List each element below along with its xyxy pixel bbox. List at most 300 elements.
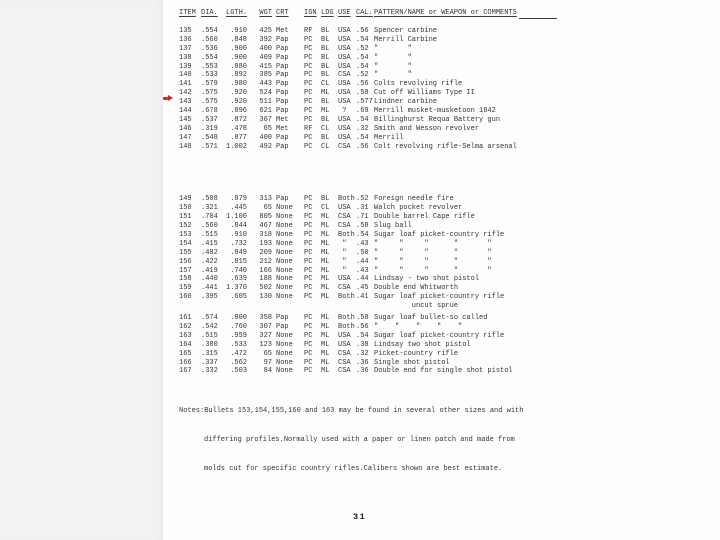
- table-cell: Merrill Carbine: [374, 35, 438, 44]
- table-cell: RF: [304, 27, 313, 35]
- table-cell: Pap: [276, 195, 289, 204]
- table-cell: USA: [338, 124, 351, 133]
- table-cell: .56: [356, 322, 369, 331]
- table-cell: .562: [230, 358, 247, 367]
- table-cell: PC: [304, 284, 313, 293]
- table-cell: PC: [304, 133, 313, 142]
- table-cell: 159: [179, 284, 192, 293]
- table-cell: PC: [304, 107, 313, 116]
- table-cell: PC: [304, 204, 313, 213]
- table-cell: ML: [321, 231, 330, 240]
- table-row: [179, 258, 557, 267]
- scanner-margin: [0, 0, 163, 540]
- table-cell: 140: [179, 71, 192, 80]
- table-cell: USA: [338, 89, 351, 98]
- table-cell: Met: [276, 124, 289, 133]
- table-cell: 358: [259, 314, 272, 323]
- table-row: [179, 231, 557, 240]
- table-row: [179, 359, 557, 368]
- table-cell: .515: [201, 331, 218, 340]
- column-header: WGT: [259, 9, 272, 17]
- table-cell: .537: [201, 115, 218, 124]
- table-cell: 65: [263, 124, 272, 133]
- table-cell: PC: [304, 331, 313, 340]
- table-cell: CL: [321, 204, 330, 213]
- table-cell: Lindner carbine: [374, 98, 438, 107]
- table-cell: .58: [356, 89, 369, 98]
- table-cell: ML: [321, 340, 330, 349]
- table-cell: BL: [321, 115, 330, 124]
- table-cell: RF: [304, 124, 313, 133]
- page-number: 31: [353, 512, 367, 522]
- table-cell: 400: [259, 133, 272, 142]
- table-cell: 136: [179, 35, 192, 44]
- table-cell: 153: [179, 231, 192, 240]
- notes-line: molds cut for specific country rifles.Calibers shown are best estimate.: [204, 465, 503, 474]
- table-cell: .58: [356, 314, 369, 323]
- table-cell: 154: [179, 239, 192, 248]
- table-cell: .52: [356, 71, 369, 80]
- table-cell: USA: [338, 98, 351, 107]
- table-cell: Pap: [276, 142, 289, 151]
- table-cell: None: [276, 213, 293, 222]
- table-cell: " ": [374, 44, 412, 53]
- table-cell: Billinghurst Requa Battery gun: [374, 115, 501, 124]
- table-cell: 392: [259, 35, 272, 44]
- table-cell: .980: [230, 80, 247, 89]
- table-cell: .575: [201, 98, 218, 107]
- table-cell: .54: [356, 115, 369, 124]
- table-row: [179, 284, 557, 293]
- table-cell: .515: [201, 231, 218, 240]
- table-cell: 1.100: [226, 213, 248, 222]
- table-cell: .31: [356, 204, 369, 213]
- table-cell: .44: [356, 257, 369, 266]
- table-cell: [226, 302, 259, 311]
- table-cell: .71: [356, 213, 369, 222]
- table-cell: 492: [259, 142, 272, 151]
- table-cell: 502: [259, 284, 272, 293]
- table-cell: PC: [304, 239, 313, 248]
- table-cell: 367: [259, 115, 272, 124]
- table-cell: .678: [201, 107, 218, 116]
- table-cell: Double end for single shot pistol: [374, 367, 513, 376]
- table-row: [179, 302, 557, 311]
- table-cell: [338, 302, 356, 311]
- table-row: [179, 54, 557, 63]
- table-cell: 166: [179, 358, 192, 367]
- table-cell: .54: [356, 231, 369, 240]
- table-cell: " ": [374, 53, 412, 62]
- table-cell: Pap: [276, 89, 289, 98]
- table-cell: .54: [356, 53, 369, 62]
- table-row: [179, 341, 557, 350]
- table-cell: .41: [356, 293, 369, 302]
- table-cell: [259, 302, 276, 311]
- table-cell: .892: [230, 71, 247, 80]
- column-header: ITEM: [179, 9, 196, 17]
- table-section: [179, 314, 557, 376]
- table-row: [179, 63, 557, 72]
- table-cell: USA: [338, 62, 351, 71]
- table-cell: .472: [230, 349, 247, 358]
- table-cell: BL: [321, 195, 330, 204]
- column-header: LGTH.: [226, 9, 248, 17]
- table-cell: .69: [356, 107, 369, 116]
- table-cell: ": [338, 266, 347, 275]
- table-cell: Pap: [276, 322, 289, 331]
- table-cell: Both: [338, 293, 355, 302]
- table-cell: None: [276, 340, 293, 349]
- table-cell: 65: [263, 204, 272, 213]
- table-cell: ML: [321, 284, 330, 293]
- table-cell: .574: [201, 314, 218, 323]
- table-row: [179, 45, 557, 54]
- table-cell: .533: [201, 71, 218, 80]
- table-cell: USA: [338, 275, 351, 284]
- table-row: [179, 314, 557, 323]
- table-cell: None: [276, 204, 293, 213]
- table-cell: .639: [230, 275, 247, 284]
- table-cell: 156: [179, 257, 192, 266]
- table-cell: 415: [259, 62, 272, 71]
- table-cell: CSA: [338, 222, 351, 231]
- table-cell: ML: [321, 89, 330, 98]
- table-cell: 385: [259, 71, 272, 80]
- table-cell: ML: [321, 331, 330, 340]
- table-cell: Walch pocket revolver: [374, 204, 463, 213]
- table-cell: 425: [259, 27, 272, 35]
- table-cell: .415: [201, 239, 218, 248]
- table-cell: .533: [230, 340, 247, 349]
- table-cell: .38: [356, 340, 369, 349]
- table-cell: 400: [259, 44, 272, 53]
- table-cell: .553: [201, 62, 218, 71]
- table-cell: 161: [179, 314, 192, 323]
- table-cell: .58: [356, 222, 369, 231]
- table-cell: .815: [230, 257, 247, 266]
- table-row: [179, 125, 557, 134]
- table-cell: [276, 302, 304, 311]
- table-cell: .849: [230, 248, 247, 257]
- table-cell: .56: [356, 80, 369, 89]
- table-cell: .910: [230, 231, 247, 240]
- table-cell: PC: [304, 257, 313, 266]
- table-cell: BL: [321, 71, 330, 80]
- table-cell: .554: [201, 53, 218, 62]
- table-cell: .45: [356, 284, 369, 293]
- table-cell: .43: [356, 239, 369, 248]
- table-section: [179, 27, 557, 151]
- table-cell: 313: [259, 195, 272, 204]
- table-cell: USA: [338, 44, 351, 53]
- table-cell: USA: [338, 115, 351, 124]
- table-cell: CSA: [338, 71, 351, 80]
- table-cell: Colts revolving rifle: [374, 80, 463, 89]
- table-cell: Pap: [276, 80, 289, 89]
- table-cell: 148: [179, 142, 192, 151]
- table-cell: Sugar loaf picket-country rifle: [374, 231, 505, 240]
- table-cell: .959: [230, 331, 247, 340]
- table-cell: .43: [356, 266, 369, 275]
- table-cell: Pap: [276, 133, 289, 142]
- table-cell: None: [276, 358, 293, 367]
- table-cell: None: [276, 266, 293, 275]
- table-row: [179, 27, 557, 36]
- table-cell: .848: [230, 35, 247, 44]
- table-cell: Single shot pistol: [374, 358, 450, 367]
- table-row: [179, 249, 557, 258]
- table-cell: ": [338, 248, 347, 257]
- table-cell: PC: [304, 275, 313, 284]
- table-cell: 65: [263, 349, 272, 358]
- table-cell: .877: [230, 133, 247, 142]
- table-cell: .36: [356, 358, 369, 367]
- table-cell: CSA: [338, 213, 351, 222]
- table-cell: .422: [201, 257, 218, 266]
- table-row: [179, 267, 557, 276]
- table-cell: .920: [230, 98, 247, 107]
- table-cell: ": [338, 239, 347, 248]
- table-cell: .44: [356, 275, 369, 284]
- table-cell: 155: [179, 248, 192, 257]
- table-cell: .740: [230, 266, 247, 275]
- table-cell: Pap: [276, 314, 289, 323]
- table-cell: Lindsay two shot pistol: [374, 340, 471, 349]
- table-cell: 209: [259, 248, 272, 257]
- table-cell: ?: [338, 107, 347, 116]
- table-cell: .54: [356, 331, 369, 340]
- notes: [179, 388, 557, 494]
- table-cell: PC: [304, 35, 313, 44]
- table-cell: USA: [338, 204, 351, 213]
- table-cell: .54: [356, 35, 369, 44]
- table-cell: " ": [374, 62, 412, 71]
- table-cell: Met: [276, 115, 289, 124]
- table-row: [179, 195, 557, 204]
- table-cell: 164: [179, 340, 192, 349]
- table-cell: .872: [230, 115, 247, 124]
- column-header: DIA.: [201, 9, 218, 17]
- table-cell: 524: [259, 89, 272, 98]
- table-cell: PC: [304, 115, 313, 124]
- table-cell: .732: [230, 239, 247, 248]
- table-cell: .577: [356, 98, 373, 107]
- table-cell: " " " " ": [374, 239, 492, 248]
- table-cell: .542: [201, 322, 218, 331]
- table-cell: None: [276, 331, 293, 340]
- table-cell: ML: [321, 358, 330, 367]
- table-cell: BL: [321, 62, 330, 71]
- column-header: USE: [338, 9, 351, 17]
- table-cell: .50: [356, 248, 369, 257]
- table-cell: .337: [201, 358, 218, 367]
- table-cell: ML: [321, 107, 330, 116]
- table-row: [179, 89, 557, 98]
- table-cell: Merrill: [374, 133, 404, 142]
- table-cell: PC: [304, 349, 313, 358]
- table-cell: PC: [304, 142, 313, 151]
- table-cell: .800: [230, 314, 247, 323]
- table-cell: uncut sprue: [374, 302, 459, 311]
- table-cell: BL: [321, 44, 330, 53]
- table-cell: 162: [179, 322, 192, 331]
- table-cell: .419: [201, 266, 218, 275]
- table-cell: .482: [201, 248, 218, 257]
- table-cell: BL: [321, 27, 330, 35]
- table-cell: " " " " ": [374, 322, 463, 331]
- table-cell: CL: [321, 124, 330, 133]
- table-cell: .560: [201, 35, 218, 44]
- table-cell: .478: [230, 124, 247, 133]
- table-cell: .441: [201, 284, 218, 293]
- table-sections: [179, 27, 557, 376]
- table-cell: .704: [201, 213, 218, 222]
- table-cell: Spencer carbine: [374, 27, 438, 35]
- table-cell: ML: [321, 293, 330, 302]
- table-cell: .579: [201, 80, 218, 89]
- table-cell: Picket-country rifle: [374, 349, 459, 358]
- table-cell: CSA: [338, 358, 351, 367]
- table-cell: 621: [259, 107, 272, 116]
- table-cell: USA: [338, 53, 351, 62]
- table-cell: [304, 302, 321, 311]
- table-cell: .508: [201, 195, 218, 204]
- table-cell: .445: [230, 204, 247, 213]
- table-cell: .52: [356, 195, 369, 204]
- table-cell: ML: [321, 213, 330, 222]
- table-cell: 146: [179, 124, 192, 133]
- table-cell: Smith and Wesson revolver: [374, 124, 480, 133]
- table-cell: 805: [259, 213, 272, 222]
- table-cell: 138: [179, 53, 192, 62]
- table-cell: Pap: [276, 98, 289, 107]
- table-cell: BL: [321, 98, 330, 107]
- table-cell: ML: [321, 257, 330, 266]
- table-cell: .32: [356, 349, 369, 358]
- table-cell: .32: [356, 124, 369, 133]
- table-cell: .910: [230, 27, 247, 35]
- table-row: [179, 240, 557, 249]
- table-cell: PC: [304, 89, 313, 98]
- table-cell: PC: [304, 248, 313, 257]
- table-cell: BL: [321, 53, 330, 62]
- table-cell: PC: [304, 80, 313, 89]
- table-cell: .560: [201, 222, 218, 231]
- table-cell: 151: [179, 213, 192, 222]
- table-cell: .900: [230, 44, 247, 53]
- table-cell: Pap: [276, 107, 289, 116]
- table-cell: .900: [230, 53, 247, 62]
- table-cell: None: [276, 248, 293, 257]
- table-row: [179, 275, 557, 284]
- table-cell: 141: [179, 80, 192, 89]
- table-cell: PC: [304, 340, 313, 349]
- table-cell: Pap: [276, 62, 289, 71]
- table-cell: .920: [230, 89, 247, 98]
- table-cell: PC: [304, 222, 313, 231]
- table-cell: .605: [230, 293, 247, 302]
- table-cell: CSA: [338, 142, 351, 151]
- table-cell: USA: [338, 133, 351, 142]
- table-cell: .52: [356, 44, 369, 53]
- table-row: [179, 143, 557, 152]
- table-cell: 307: [259, 322, 272, 331]
- table-cell: .440: [201, 275, 218, 284]
- table-row: [179, 134, 557, 143]
- table-cell: 193: [259, 239, 272, 248]
- table-cell: PC: [304, 266, 313, 275]
- table-cell: 467: [259, 222, 272, 231]
- table-cell: [201, 302, 226, 311]
- table-cell: 147: [179, 133, 192, 142]
- table-cell: Met: [276, 27, 289, 35]
- table-cell: ML: [321, 349, 330, 358]
- table-cell: .554: [201, 27, 218, 35]
- column-header: CAL.: [356, 9, 373, 17]
- table-cell: .319: [201, 124, 218, 133]
- table-cell: PC: [304, 62, 313, 71]
- table-cell: None: [276, 257, 293, 266]
- table-cell: None: [276, 222, 293, 231]
- table-cell: .844: [230, 222, 247, 231]
- table-cell: 144: [179, 107, 192, 116]
- header-rule: [519, 8, 557, 19]
- table-cell: USA: [338, 340, 351, 349]
- table-row: [179, 98, 557, 107]
- table-cell: .315: [201, 349, 218, 358]
- table-cell: PC: [304, 231, 313, 240]
- table-row: [179, 293, 557, 302]
- table-header-row: [179, 8, 557, 20]
- table-cell: None: [276, 239, 293, 248]
- table-row: [179, 222, 557, 231]
- table-cell: 139: [179, 62, 192, 71]
- table-cell: ML: [321, 239, 330, 248]
- table-cell: 212: [259, 257, 272, 266]
- table-cell: PC: [304, 293, 313, 302]
- table-cell: ML: [321, 314, 330, 323]
- table-row: [179, 116, 557, 125]
- column-header: PATTERN/NAME or WEAPON or COMMENTS: [374, 8, 557, 20]
- table-row: [179, 323, 557, 332]
- table-cell: .880: [230, 62, 247, 71]
- table-cell: ML: [321, 275, 330, 284]
- table-cell: 166: [259, 266, 272, 275]
- table-cell: 130: [259, 293, 272, 302]
- table-cell: Both: [338, 231, 355, 240]
- table-cell: Merrill musket-musketoon 1842: [374, 107, 496, 116]
- table-cell: .571: [201, 142, 218, 151]
- table-cell: 1.002: [226, 142, 248, 151]
- table-row: [179, 213, 557, 222]
- table-cell: CL: [321, 142, 330, 151]
- table-cell: .536: [201, 44, 218, 53]
- table-cell: PC: [304, 358, 313, 367]
- table-cell: Pap: [276, 53, 289, 62]
- table-cell: Sugar loaf bullet-so called: [374, 314, 488, 323]
- table-row: [179, 80, 557, 89]
- table-cell: PC: [304, 98, 313, 107]
- table-cell: USA: [338, 27, 351, 35]
- table-cell: .548: [201, 133, 218, 142]
- table-cell: None: [276, 231, 293, 240]
- table-cell: 160: [179, 293, 192, 302]
- table-cell: CL: [321, 80, 330, 89]
- table-cell: .36: [356, 367, 369, 376]
- table-cell: PC: [304, 367, 313, 376]
- table-cell: Pap: [276, 35, 289, 44]
